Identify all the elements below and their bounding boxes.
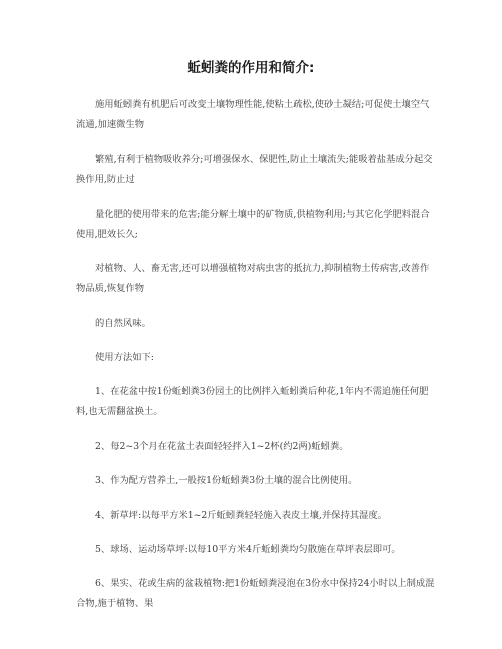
paragraph-soil-improvement: 施用蚯蚓粪有机肥后可改变土壤物理性能,使粘土疏松,使砂土凝结;可促使土壤空气流通,加速微生物 — [76, 99, 430, 130]
paragraph-nutrient-absorption: 繁殖,有利于植物吸收养分;可增强保水、保肥性,防止土壤流失;能吸着盐基成分起交换作用,防止过 — [76, 154, 433, 185]
usage-item-4: 4、新草坪:以每平方米1~2斤蚯蚓粪轻轻施入表皮土壤,并保持其湿度。 — [95, 510, 387, 521]
paragraph-fertilizer-harm: 量化肥的使用带来的危害;能分解土壤中的矿物质,供植物利用;与其它化学肥料混合使用,肥效长久; — [76, 209, 430, 240]
usage-item-1: 1、在花盆中按1份蚯蚓粪3份园土的比例拌入蚯蚓粪后种花,1年内不需追施任何肥料,也无需翻盆换土。 — [76, 386, 429, 417]
document-title: 蚯蚓粪的作用和简介: — [187, 60, 315, 76]
usage-item-2: 2、每2~3个月在花盆土表面轻轻拌入1~2杯(约2两)蚯蚓粪。 — [95, 441, 349, 452]
usage-item-3: 3、作为配方营养土,一般按1份蚯蚓粪3份土壤的混合比例使用。 — [95, 475, 358, 486]
usage-item-6: 6、果实、花或生病的盆栽植物:把1份蚯蚓粪浸泡在3份水中保持24小时以上制成混合物,施于植物、果 — [76, 578, 435, 609]
usage-item-5: 5、球场、运动场草坪:以每10平方米4斤蚯蚓粪均匀散施在草坪表层即可。 — [95, 544, 401, 555]
paragraph-usage-heading: 使用方法如下: — [95, 352, 154, 363]
paragraph-harmless: 对植物、人、畜无害,还可以增强植物对病虫害的抵抗力,抑制植物土传病害,改善作物品质,恢复作物 — [76, 263, 430, 294]
paragraph-natural-flavor: 的自然风味。 — [95, 318, 151, 329]
